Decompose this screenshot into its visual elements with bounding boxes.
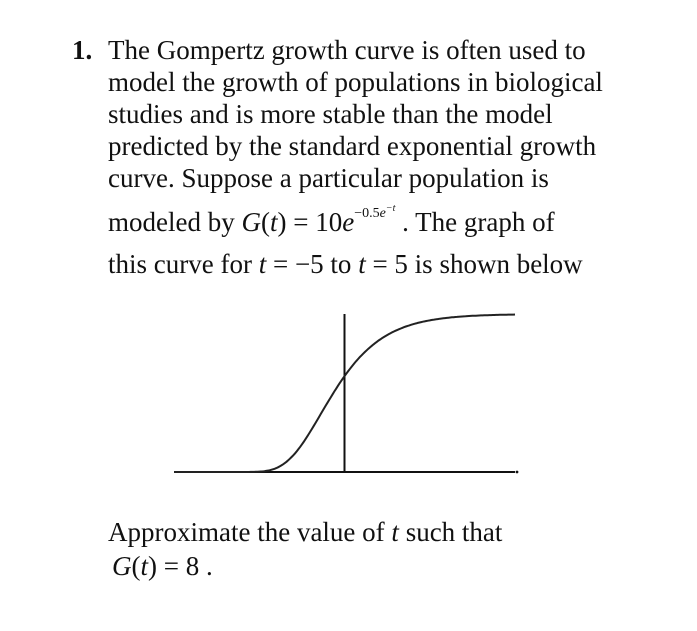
question-line-2 — [112, 550, 213, 582]
range-mid: = −5 to — [266, 249, 359, 279]
problem-number: 1. — [72, 35, 93, 65]
func-name: G — [241, 207, 261, 237]
question-paren-close: ) — [148, 551, 158, 581]
model-suffix: . The graph of — [395, 207, 555, 237]
question-paren-open: ( — [131, 551, 141, 581]
exp-coeff: −0.5 — [354, 206, 380, 221]
question-func: G — [112, 551, 132, 581]
var-t: t — [269, 207, 278, 237]
question-line-1 — [108, 516, 502, 548]
question-suffix: such that — [398, 517, 503, 547]
equals-base: = 10 — [286, 207, 343, 237]
question-prefix: Approximate the value of — [108, 517, 392, 547]
problem-text-line-5: curve. Suppose a particular population is — [108, 163, 549, 193]
question-t2: t — [140, 551, 149, 581]
problem-text-line-1: The Gompertz growth curve is often used to — [108, 35, 586, 65]
range-prefix: this curve for — [108, 249, 259, 279]
question-value: = 8 . — [157, 551, 213, 581]
problem-text-line-3: studies and is more stable than the model — [108, 99, 553, 129]
range-suffix: = 5 is shown below — [365, 249, 583, 279]
paren-close: ) — [277, 207, 287, 237]
t-label-1: t — [258, 249, 267, 279]
paren-open: ( — [260, 207, 270, 237]
e-base: e — [342, 207, 355, 237]
problem-text-line-4: predicted by the standard exponential growth — [108, 131, 597, 161]
exp-e: e — [379, 206, 386, 221]
x-axis-end-dot — [516, 471, 519, 474]
question-t: t — [391, 517, 399, 547]
t-label-2: t — [358, 249, 366, 279]
model-prefix: modeled by — [108, 207, 242, 237]
exp-neg-t: −t — [385, 203, 396, 214]
problem-text-line-2: model the growth of populations in biological — [108, 67, 603, 97]
